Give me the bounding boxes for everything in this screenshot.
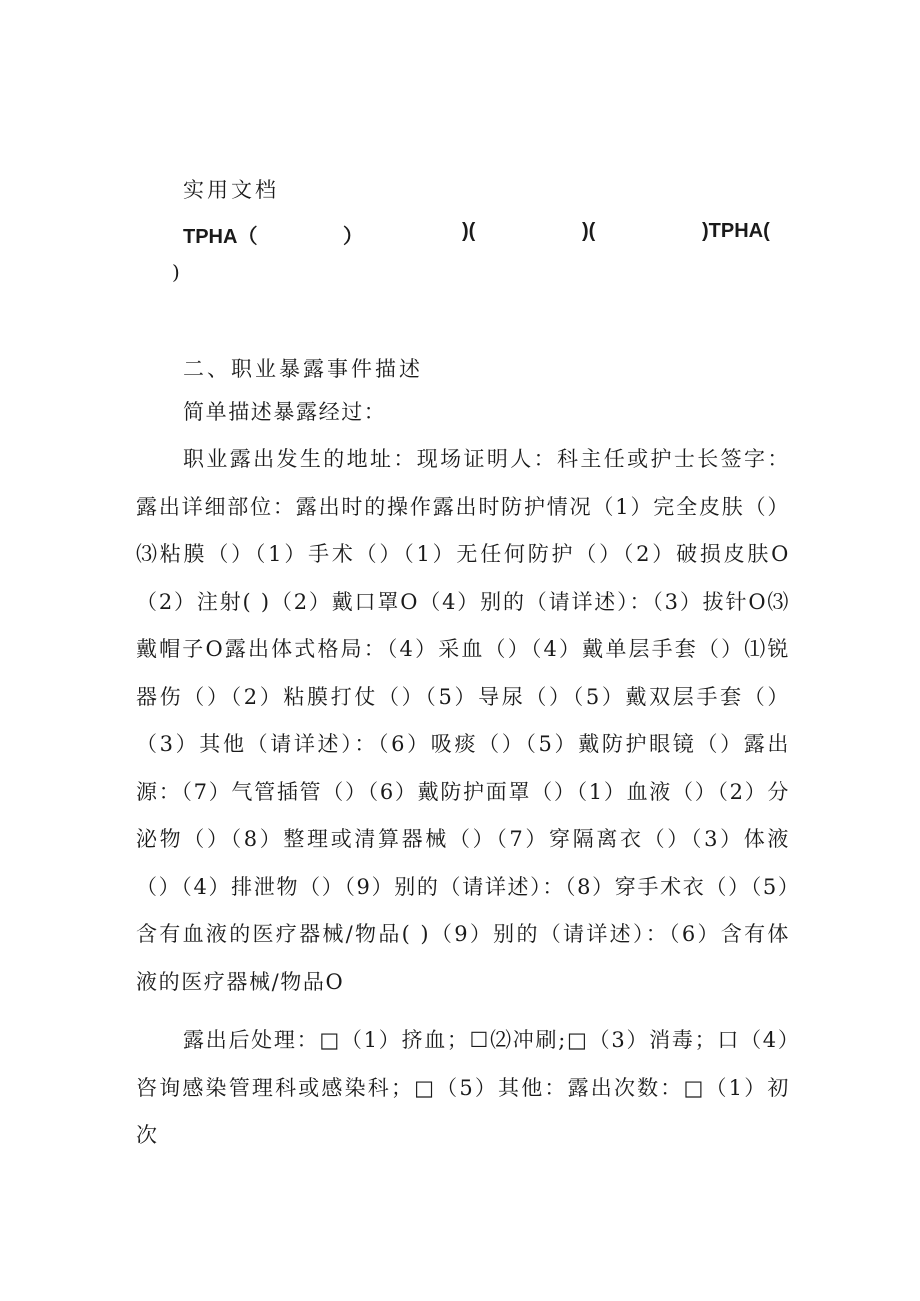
tpha-wrap: ) [172, 260, 180, 284]
paragraph-post-exposure-handling: 露出后处理：□（1）挤血；☐⑵冲刷;□（3）消毒；口（4）咨询感染管理科或感染科；□（5）其他：露出次数：□（1）初次 [136, 1028, 790, 1147]
tpha-segment-5: )TPHA( [702, 220, 770, 242]
paragraph-exposure-summary: 简单描述暴露经过： [183, 400, 387, 424]
tpha-segment-4: )( [582, 220, 596, 242]
document-header-label: 实用文档 [183, 178, 279, 202]
section-title: 二、职业暴露事件描述 [183, 357, 423, 381]
tpha-segment-2: ） [343, 226, 363, 248]
paragraph-exposure-details: 职业露出发生的地址：现场证明人：科主任或护士长签字：露出详细部位：露出时的操作露出时防护情况（1）完全皮肤（）⑶粘膜（）（1）手术（）（1）无任何防护（）（2）破损皮肤O（2）注射( )（2）戴口罩O（4）别的（请详述）：（3）拔针O⑶戴帽子O露出体式格局：（4）采血（）（4）戴单层手套（）⑴锐器伤（）（2）粘膜打仗（）（5）导尿（）（5）戴双层手套（）（3）其他（请详述）：（6）吸痰（）（5）戴防护眼镜（）露出源：（7）气管插管（）（6）戴防护面罩（）（1）血液（）（2）分泌物（）（8）整理或清算器械（）（7）穿隔离衣（）（3）体液（）（4）排泄物（）（9）别的（请详述）：（8）穿手术衣（）（5）含有血液的医疗器械/物品( )（9）别的（请详述）：（6）含有体液的医疗器械/物品O [136, 447, 790, 994]
tpha-segment-3: )( [462, 220, 476, 242]
tpha-segment-1: TPHA（ [183, 226, 258, 248]
